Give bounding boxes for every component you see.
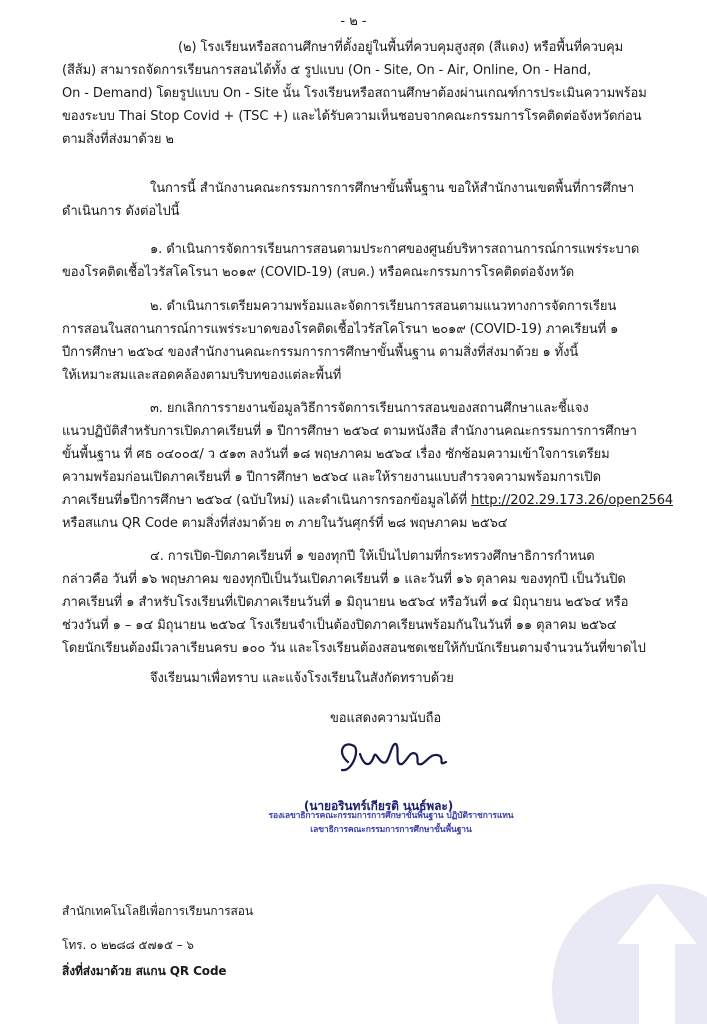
item1-line-2: ของโรคติดเชื้อไวรัสโคโรนา ๒๐๑๙ (COVID-19) (สบค.) หรือคณะกรรมการโรคติดต่อจังหวัด: [62, 265, 575, 280]
footer-enclosure: สิ่งที่ส่งมาด้วย สแกน QR Code: [62, 964, 227, 978]
intro-line-4: ของระบบ Thai Stop Covid + (TSC +) และได้รับความเห็นชอบจากคณะกรรมการโรคติดต่อจังหวัดก่อน: [62, 109, 642, 124]
intro-line-2: (สีส้ม) สามารถจัดการเรียนการสอนได้ทั้ง ๕ รูปแบบ (On - Site, On - Air, Online, On - Hand,: [62, 63, 592, 78]
office-line-2: ดำเนินการ ดังต่อไปนี้: [62, 204, 180, 219]
item3-line-1: ๓. ยกเลิกการรายงานข้อมูลวิธีการจัดการเรียนการสอนของสถานศึกษาและชี้แจง: [150, 401, 589, 416]
survey-link[interactable]: http://202.29.173.26/open2564: [471, 493, 674, 508]
item4-line-2: กล่าวคือ วันที่ ๑๖ พฤษภาคม ของทุกปีเป็นวันเปิดภาคเรียนที่ ๑ และวันที่ ๑๖ ตุลาคม ของทุกปี เป็นวันปิด: [62, 572, 626, 587]
item4-line-1: ๔. การเปิด-ปิดภาคเรียนที่ ๑ ของทุกปี ให้เป็นไปตามที่กระทรวงศึกษาธิการกำหนด: [150, 549, 595, 564]
item4-line-4: ช่วงวันที่ ๑ – ๑๔ มิถุนายน ๒๕๖๔ โรงเรียนจำเป็นต้องปิดภาคเรียนพร้อมกันในวันที่ ๑๑ ตุลาคม ๒๕๖๔: [62, 618, 617, 633]
item3-line-4: ความพร้อมก่อนเปิดภาคเรียนที่ ๑ ปีการศึกษา ๒๕๖๔ และให้รายงานแบบสำรวจความพร้อมการเปิด: [62, 470, 601, 485]
footer-office: สำนักเทคโนโลยีเพื่อการเรียนการสอน: [62, 904, 253, 918]
item2-line-4: ให้เหมาะสมและสอดคล้องตามบริบทของแต่ละพื้นที่: [62, 368, 342, 383]
item3-line-6: หรือสแกน QR Code ตามสิ่งที่ส่งมาด้วย ๓ ภายในวันศุกร์ที่ ๒๘ พฤษภาคม ๒๕๖๔: [62, 516, 508, 531]
footer-phone: โทร. ๐ ๒๒๘๘ ๕๗๑๕ – ๖: [62, 938, 194, 952]
item3-link-prefix: ภาคเรียนที่๑ปีการศึกษา ๒๕๖๔ (ฉบับใหม่) และดำเนินการกรอกข้อมูลได้ที่: [62, 493, 468, 508]
intro-line-3: On - Demand) โดยรูปแบบ On - Site นั้น โรงเรียนหรือสถานศึกษาต้องผ่านเกณฑ์การประเมินความพร้อม: [62, 86, 647, 101]
page-number: - ๒ -: [340, 14, 367, 29]
item1-line-1: ๑. ดำเนินการจัดการเรียนการสอนตามประกาศของศูนย์บริหารสถานการณ์การแพร่ระบาด: [150, 242, 640, 257]
item3-line-3: ขั้นพื้นฐาน ที่ ศธ ๐๔๐๐๕/ ว ๕๑๓ ลงวันที่ ๑๘ พฤษภาคม ๒๕๖๔ เรื่อง ซักซ้อมความเข้าใจการเตรียม: [62, 447, 610, 462]
signer-name: (นายอรินทร์เกียรติ นนธ์พละ): [303, 799, 454, 813]
item3-line-2: แนวปฏิบัติสำหรับการเปิดภาคเรียนที่ ๑ ปีการศึกษา ๒๕๖๔ ตามหนังสือ สำนักงานคณะกรรมการการศึกษา: [62, 424, 637, 439]
item2-line-2: การสอนในสถานการณ์การแพร่ระบาดของโรคติดเชื้อไวรัสโคโรนา ๒๐๑๙ (COVID-19) ภาคเรียนที่ ๑: [62, 322, 619, 337]
intro-line-1: (๒) โรงเรียนหรือสถานศึกษาที่ตั้งอยู่ในพื้นที่ควบคุมสูงสุด (สีแดง) หรือพื้นที่ควบคุม: [178, 40, 624, 55]
watermark-arrow-icon: [547, 864, 707, 1024]
signer-role-2: เลขาธิการคณะกรรมการการศึกษาขั้นพื้นฐาน: [310, 825, 472, 835]
handwritten-signature: [330, 732, 460, 782]
signer-role-1: รองเลขาธิการคณะกรรมการการศึกษาขั้นพื้นฐาน ปฏิบัติราชการแทน: [268, 811, 514, 821]
regards-text: ขอแสดงความนับถือ: [330, 711, 442, 726]
item2-line-3: ปีการศึกษา ๒๕๖๔ ของสำนักงานคณะกรรมการการศึกษาขั้นพื้นฐาน ตามสิ่งที่ส่งมาด้วย ๑ ทั้งนี้: [62, 345, 579, 360]
intro-line-5: ตามสิ่งที่ส่งมาด้วย ๒: [62, 132, 174, 147]
item4-line-5: โดยนักเรียนต้องมีเวลาเรียนครบ ๑๐๐ วัน และโรงเรียนต้องสอนชดเชยให้กับนักเรียนตามจำนวนวันที่ขาดไป: [62, 641, 646, 656]
item3-line-5: [62, 490, 673, 512]
office-line-1: ในการนี้ สำนักงานคณะกรรมการการศึกษาขั้นพื้นฐาน ขอให้สำนักงานเขตพื้นที่การศึกษา: [150, 181, 635, 196]
item4-line-3: ภาคเรียนที่ ๑ สำหรับโรงเรียนที่เปิดภาคเรียนวันที่ ๑ มิถุนายน ๒๕๖๔ หรือวันที่ ๑๔ มิถุนายน ๒๕๖๔ หรือ: [62, 595, 629, 610]
item2-line-1: ๒. ดำเนินการเตรียมความพร้อมและจัดการเรียนการสอนตามแนวทางการจัดการเรียน: [150, 299, 617, 314]
closing-line: จึงเรียนมาเพื่อทราบ และแจ้งโรงเรียนในสังกัดทราบด้วย: [150, 671, 454, 686]
